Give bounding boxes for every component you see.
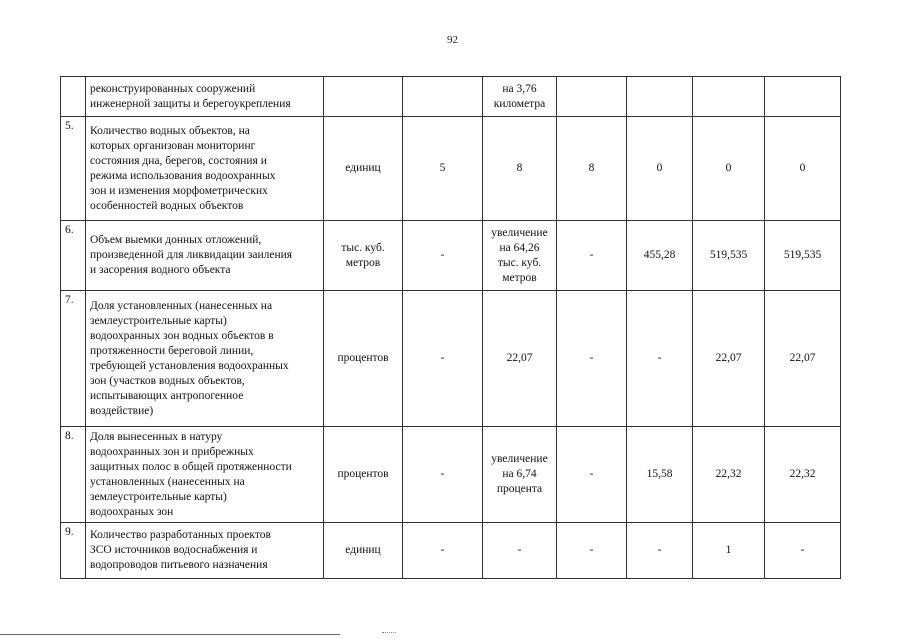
indicator-name-line: режима использования водоохранных xyxy=(90,169,276,182)
value-col-4 xyxy=(627,427,693,523)
value-col-1-line: - xyxy=(440,544,445,556)
indicator-name xyxy=(86,291,324,427)
value-col-5 xyxy=(693,117,765,221)
value-col-2 xyxy=(483,117,557,221)
indicator-name-line: установленных (нанесенных на xyxy=(90,475,245,488)
indicator-name-line: испытывающих антропогенное xyxy=(90,389,244,402)
indicator-name-line: водоохранных зон и прибрежных xyxy=(90,445,254,458)
indicator-name-line: зон (участков водных объектов, xyxy=(90,374,245,387)
value-col-3-line: - xyxy=(589,468,594,480)
value-col-6-line: - xyxy=(800,544,805,556)
unit-cell-line: единиц xyxy=(345,162,381,174)
row-number-text: 8. xyxy=(65,430,74,442)
table-row xyxy=(61,77,841,117)
indicator-name-line: землеустроительные карты) xyxy=(90,314,227,327)
indicator-name-line: водопроводов питьевого назначения xyxy=(90,559,268,571)
unit-cell xyxy=(324,221,403,291)
value-col-3 xyxy=(557,77,627,117)
row-number xyxy=(61,221,86,291)
indicator-name-line: защитных полос в общей протяженности xyxy=(90,460,292,473)
footer-dots xyxy=(382,632,396,634)
footer-rule xyxy=(0,634,340,635)
value-col-3 xyxy=(557,523,627,579)
indicator-name-line: требующей установления водоохранных xyxy=(90,359,289,372)
indicator-name-line: воздействие) xyxy=(90,404,154,417)
value-col-2-line: процента xyxy=(496,483,543,495)
value-col-3 xyxy=(557,291,627,427)
value-col-2-line: - xyxy=(517,544,522,556)
row-number xyxy=(61,523,86,579)
indicator-name-line: ЗСО источников водоснабжения и xyxy=(90,544,258,556)
unit-cell-line: метров xyxy=(345,256,381,269)
unit-cell-line: тыс. куб. xyxy=(341,241,385,254)
unit-cell xyxy=(324,427,403,523)
value-col-4-line: 15,58 xyxy=(646,468,673,480)
value-col-1 xyxy=(403,427,483,523)
indicator-name-line: и засорения водного объекта xyxy=(90,264,231,276)
table-row xyxy=(61,427,841,523)
indicator-name-line: Количество водных объектов, на xyxy=(90,124,250,137)
value-col-1 xyxy=(403,117,483,221)
unit-cell xyxy=(324,117,403,221)
value-col-1-line: - xyxy=(440,468,445,480)
table-row xyxy=(61,291,841,427)
value-col-2-line: на 3,76 xyxy=(502,82,537,95)
value-col-4-line: 0 xyxy=(656,162,663,174)
value-col-2-line: увеличение xyxy=(491,226,548,239)
value-col-1-line: 5 xyxy=(439,162,446,174)
value-col-6-line: 0 xyxy=(799,162,806,174)
indicator-name-line: Количество разработанных проектов xyxy=(90,529,271,541)
value-col-1 xyxy=(403,221,483,291)
value-col-6 xyxy=(765,523,841,579)
value-col-3 xyxy=(557,117,627,221)
unit-cell-line: процентов xyxy=(337,468,389,480)
row-number xyxy=(61,117,86,221)
value-col-3 xyxy=(557,221,627,291)
value-col-4-line: - xyxy=(657,352,662,364)
value-col-1-line: - xyxy=(440,352,445,364)
value-col-4 xyxy=(627,77,693,117)
indicator-name-line: реконструированных сооружений xyxy=(90,82,256,95)
value-col-6 xyxy=(765,77,841,117)
indicator-name-line: зон и изменения морфометрических xyxy=(90,184,268,197)
value-col-3 xyxy=(557,427,627,523)
value-col-6 xyxy=(765,117,841,221)
value-col-2 xyxy=(483,77,557,117)
value-col-4-line: 455,28 xyxy=(643,249,676,261)
indicators-table xyxy=(60,76,841,579)
value-col-3-line: - xyxy=(589,544,594,556)
value-col-2 xyxy=(483,221,557,291)
unit-cell xyxy=(324,523,403,579)
indicator-name xyxy=(86,523,324,579)
value-col-4 xyxy=(627,291,693,427)
value-col-3-line: - xyxy=(589,352,594,364)
value-col-2-line: тыс. куб. xyxy=(497,256,542,269)
value-col-3-line: - xyxy=(589,249,594,261)
unit-cell-line: единиц xyxy=(345,544,381,556)
indicator-name xyxy=(86,117,324,221)
value-col-6-line: 22,32 xyxy=(789,468,816,480)
value-col-2-line: увеличение xyxy=(491,453,548,465)
value-col-3-line: 8 xyxy=(588,162,595,174)
value-col-5-line: 1 xyxy=(725,544,732,556)
indicator-name-line: произведенной для ликвидации заиления xyxy=(90,249,293,261)
row-number xyxy=(61,291,86,427)
table-row xyxy=(61,523,841,579)
value-col-4 xyxy=(627,117,693,221)
unit-cell xyxy=(324,77,403,117)
indicator-name xyxy=(86,77,324,117)
value-col-5 xyxy=(693,291,765,427)
value-col-5-line: 0 xyxy=(725,162,732,174)
indicator-name-line: землеустроительные карты) xyxy=(90,490,227,503)
indicator-name-line: Доля вынесенных в натуру xyxy=(90,430,223,443)
value-col-5 xyxy=(693,427,765,523)
value-col-5 xyxy=(693,221,765,291)
row-number-text: 6. xyxy=(65,224,74,236)
indicator-name-line: которых организован мониторинг xyxy=(90,139,256,152)
value-col-4 xyxy=(627,523,693,579)
value-col-5 xyxy=(693,77,765,117)
row-number-text: 9. xyxy=(65,526,74,538)
value-col-6 xyxy=(765,221,841,291)
value-col-6-line: 22,07 xyxy=(789,352,816,364)
indicator-name xyxy=(86,221,324,291)
value-col-2 xyxy=(483,523,557,579)
value-col-5-line: 519,535 xyxy=(709,249,748,261)
value-col-2-line: метров xyxy=(502,271,537,284)
table-body xyxy=(61,77,841,579)
value-col-1-line: - xyxy=(440,249,445,261)
value-col-4 xyxy=(627,221,693,291)
value-col-5 xyxy=(693,523,765,579)
value-col-6 xyxy=(765,427,841,523)
indicator-name-line: водоохранных зон водных объектов в xyxy=(90,329,274,342)
value-col-4-line: - xyxy=(657,544,662,556)
value-col-1 xyxy=(403,523,483,579)
value-col-6 xyxy=(765,291,841,427)
table-row xyxy=(61,221,841,291)
indicator-name-line: протяженности береговой линии, xyxy=(90,344,254,357)
value-col-1 xyxy=(403,291,483,427)
value-col-2-line: 8 xyxy=(516,162,523,174)
indicator-name-line: состояния дна, берегов, состояния и xyxy=(90,154,267,167)
indicator-name-line: инженерной защиты и берегоукрепления xyxy=(90,97,291,110)
indicator-name-line: Доля установленных (нанесенных на xyxy=(90,299,273,312)
value-col-6-line: 519,535 xyxy=(783,249,822,261)
value-col-2-line: километра xyxy=(493,97,546,110)
row-number xyxy=(61,427,86,523)
unit-cell xyxy=(324,291,403,427)
value-col-2-line: 22,07 xyxy=(506,352,533,364)
table-row xyxy=(61,117,841,221)
indicator-name xyxy=(86,427,324,523)
row-number-text: 7. xyxy=(65,294,74,306)
page-number: 92 xyxy=(447,34,458,46)
unit-cell-line: процентов xyxy=(337,352,389,364)
value-col-5-line: 22,32 xyxy=(715,468,742,480)
value-col-2-line: на 64,26 xyxy=(499,241,540,254)
row-number-text: 5. xyxy=(65,120,74,132)
value-col-2 xyxy=(483,427,557,523)
row-number xyxy=(61,77,86,117)
value-col-2-line: на 6,74 xyxy=(502,468,537,480)
value-col-2 xyxy=(483,291,557,427)
indicator-name-line: Объем выемки донных отложений, xyxy=(90,234,262,246)
value-col-5-line: 22,07 xyxy=(715,352,742,364)
value-col-1 xyxy=(403,77,483,117)
indicator-name-line: особенностей водных объектов xyxy=(90,199,244,212)
indicator-name-line: водоохраных зон xyxy=(90,505,174,518)
